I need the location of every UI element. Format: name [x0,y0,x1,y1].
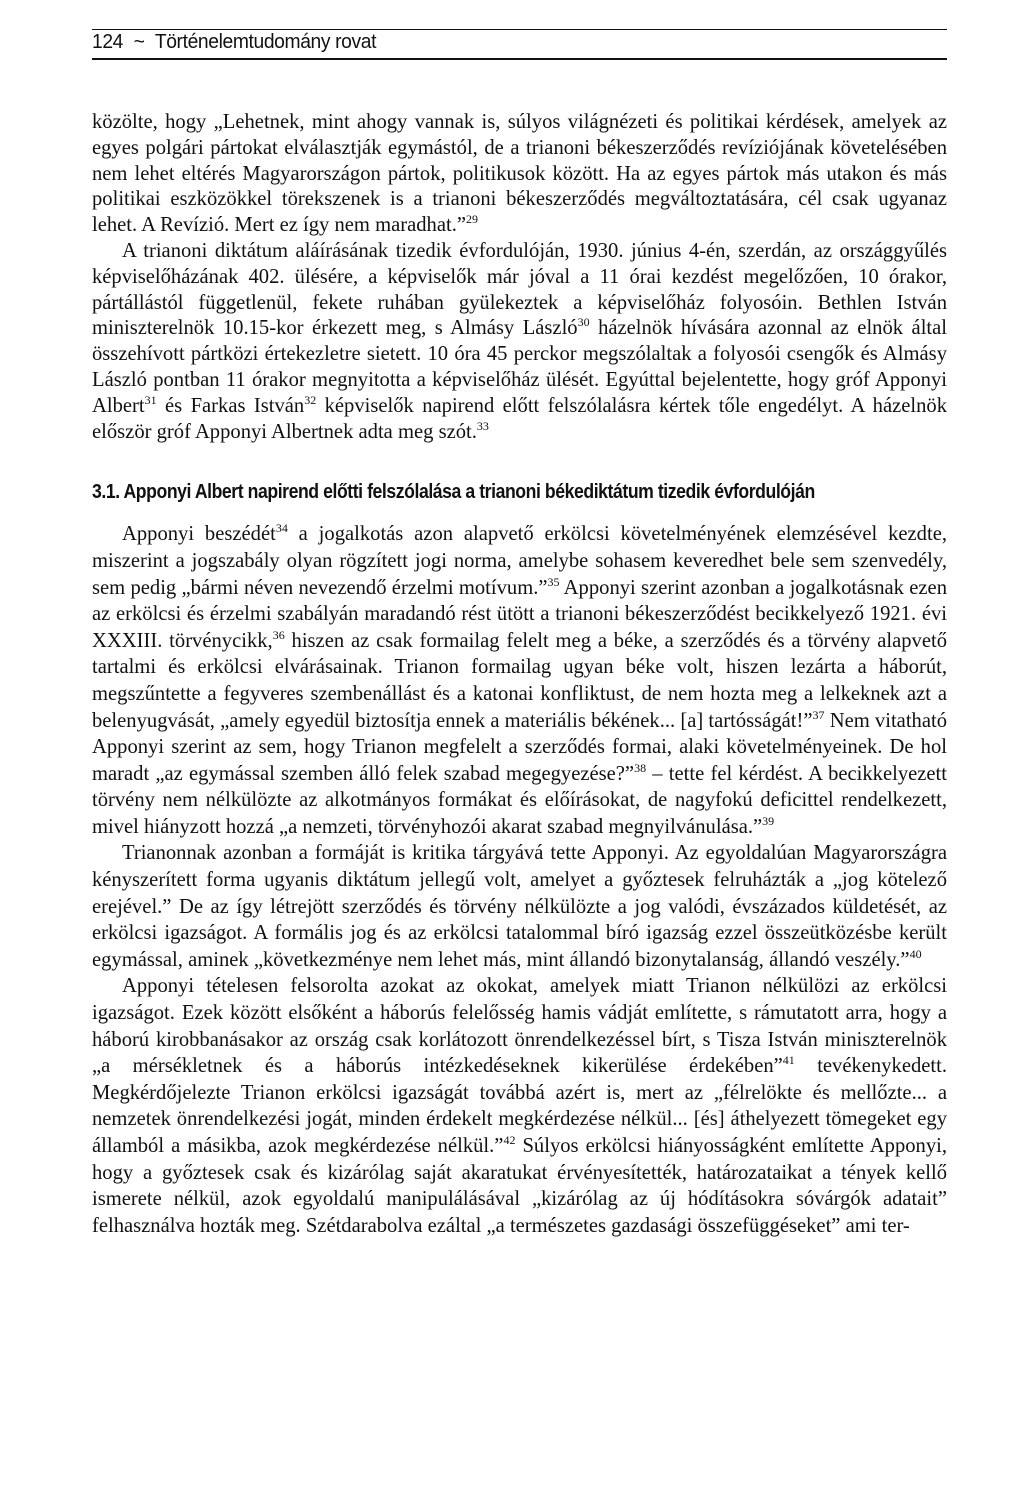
text-run: házelnök hívására azonnal az elnök által összehívott pártközi értekezletre sietett. 10 óra 45 perckor megszólaltak a folyosói csengők és Almásy László pontban 11 órakor megnyitotta a képviselőház ülését. Egyúttal bejelentette, hogy gróf Apponyi Albert [92,317,947,417]
footnote-ref[interactable]: 36 [272,627,285,642]
footnote-ref[interactable]: 42 [503,1133,516,1148]
text-run: tevékenykedett. Megkérdőjelezte Trianon erkölcsi igazságát továbbá azért is, mert az „félrelökte és mellőzte... a nemzetek önrendelkezési jogát, minden érdekelt megkérdezése nélkül... [és] áthelyezett tömegeket egy államból a másikba, azok megkérdezése nélkül.” [92,1055,947,1158]
footnote-ref[interactable]: 41 [782,1053,795,1068]
text-run: A trianoni diktátum aláírásának tizedik évfordulóján, 1930. június 4-én, szerdán, az országgyűlés képviselőházának 402. ülésére, a képviselők már jóval a 11 órai kezdést megelőzően, 10 órakor, pártállástól függetlenül, fekete ruhában gyülekeztek a képviselőház folyosóin. Bethlen István miniszterelnök 10.15-kor érkezett meg, s Almásy László [92,239,947,340]
text-run: és Farkas István [156,394,305,417]
section-paragraph-1 [92,521,947,840]
text-run: Apponyi tételesen felsorolta azokat az okokat, amelyek miatt Trianon nélkülözi az erkölcsi igazságot. Ezek között elsőként a háborús felelősség hamis vádját említette, s rámutatott arra, hogy a háború kirobbanásakor az ország csak korlátozott önrendelkezéssel bírt, s Tisza István miniszterelnök „a mérsékletnek és a háborús intézkedéseknek kikerülése érdekében” [92,975,947,1078]
footnote-ref[interactable]: 30 [577,315,590,330]
text-run: hiszen az csak formailag felelt meg a béke, a szerződés és a törvény alapvető tartalmi és erkölcsi elvárásainak. Trianon formailag ugyan béke volt, hiszen lezárta a háborút, megszűntette a fegyveres szembenállást és a katonai konfliktust, de nem hozta meg a lelkeknek azt a belenyugvását, „amely egyedül biztosítja ennek a materiális békének... [a] tartósságát!” [92,629,947,732]
paragraph-1 [92,110,947,239]
section-paragraph-2 [92,840,947,973]
header-separator: ~ [133,30,145,53]
header-bottom-rule [92,58,947,60]
running-header [92,30,896,54]
body-text [92,110,947,1239]
text-run: Apponyi szerint azonban a jogalkotásnak ezen az erkölcsi és érzelmi szabályán maradandó rést ütött a trianoni békeszerződést becikkelyező 1921. évi XXXIII. törvénycikk, [92,576,947,652]
paragraph-2 [92,239,947,445]
footnote-ref[interactable]: 34 [275,521,288,536]
text-run: a jogalkotás azon alapvető erkölcsi követelményének elemzésével kezdte, miszerint a jogszabály olyan rögzített jogi norma, amelybe sohasem keveredhet bele sem szenvedély, sem pedig „bármi néven nevezendő érzelmi motívum.” [92,523,947,599]
section-heading: 3.1. Apponyi Albert napirend előtti felszólalása a trianoni békediktátum tizedik évfordulóján [92,480,815,504]
text-run: közölte, hogy „Lehetnek, mint ahogy vannak is, súlyos világnézeti és politikai kérdések, amelyek az egyes polgári pártokat elválasztják egymástól, de a trianoni békeszerződés revíziójának követelésében nem lehet eltérés Magyarországon pártok, politikusok között. Ha az egyes pártok más utakon és más politikai eszközökkel törekszenek is a trianoni békeszerződés megváltoztatására, cél csak ugyanaz lehet. A Revízió. Mert ez így nem maradhat.” [92,111,947,237]
footnote-ref[interactable]: 38 [634,760,647,775]
footnote-ref[interactable]: 39 [762,813,775,828]
header-section-title: Történelemtudomány rovat [154,30,377,53]
footnote-ref[interactable]: 32 [304,392,317,407]
text-run: Súlyos erkölcsi hiányosságként említette Apponyi, hogy a győztesek csak és kizárólag saját akaratukat érvényesítették, határozataikat a tények kellő ismerete nélkül, azok egyoldalú manipulálásával „kizárólag az új hódításokra sóvárgók adatait” felhasználva hozták meg. Szétdarabolva ezáltal „a természetes gazdasági összefüggéseket” ami ter- [92,1135,948,1237]
text-run: Trianonnak azonban a formáját is kritika tárgyává tette Apponyi. Az egyoldalúan Magyarországra kényszerített forma ugyanis diktátum jellegű volt, amelyet a győztesek felruházták a „jog kötelező erejével.” De az így létrejött szerződés és törvény nélkülözte a jog valódi, évszázados küldetését, az erkölcsi igazságot. A formális jog és az erkölcsi tatalommal bíró igazság ezzel összeütközésbe került egymással, aminek „következménye nem lehet más, mint állandó bizonytalanság, állandó veszély.” [92,842,947,971]
footnote-ref[interactable]: 33 [476,418,489,433]
text-run: Apponyi beszédét [122,523,276,546]
footnote-ref[interactable]: 31 [144,392,157,407]
text-run: – tette fel kérdést. A becikkelyezett törvény nem nélkülözte az alkotmányos formákat és előírásokat, de nagyfokú deficittel rendelkezett, mivel hiányzott hozzá „a nemzeti, törvényhozói akarat szabad megnyilvánulása.” [92,762,947,838]
footnote-ref[interactable]: 35 [547,574,560,589]
section-paragraph-3 [92,973,947,1239]
text-run: képviselők napirend előtt felszólalásra kértek tőle engedélyt. A házelnök először gróf Apponyi Albertnek adta meg szót. [92,394,947,443]
page-number: 124 [92,30,124,53]
footnote-ref[interactable]: 40 [909,946,922,961]
text-run: Nem vitatható Apponyi szerint az sem, hogy Trianon megfelelt a szerződés formai, alaki követelményeinek. De hol maradt „az egymással szemben álló felek szabad megegyezése?” [92,709,947,785]
footnote-ref[interactable]: 29 [466,212,478,227]
footnote-ref[interactable]: 37 [812,707,825,722]
